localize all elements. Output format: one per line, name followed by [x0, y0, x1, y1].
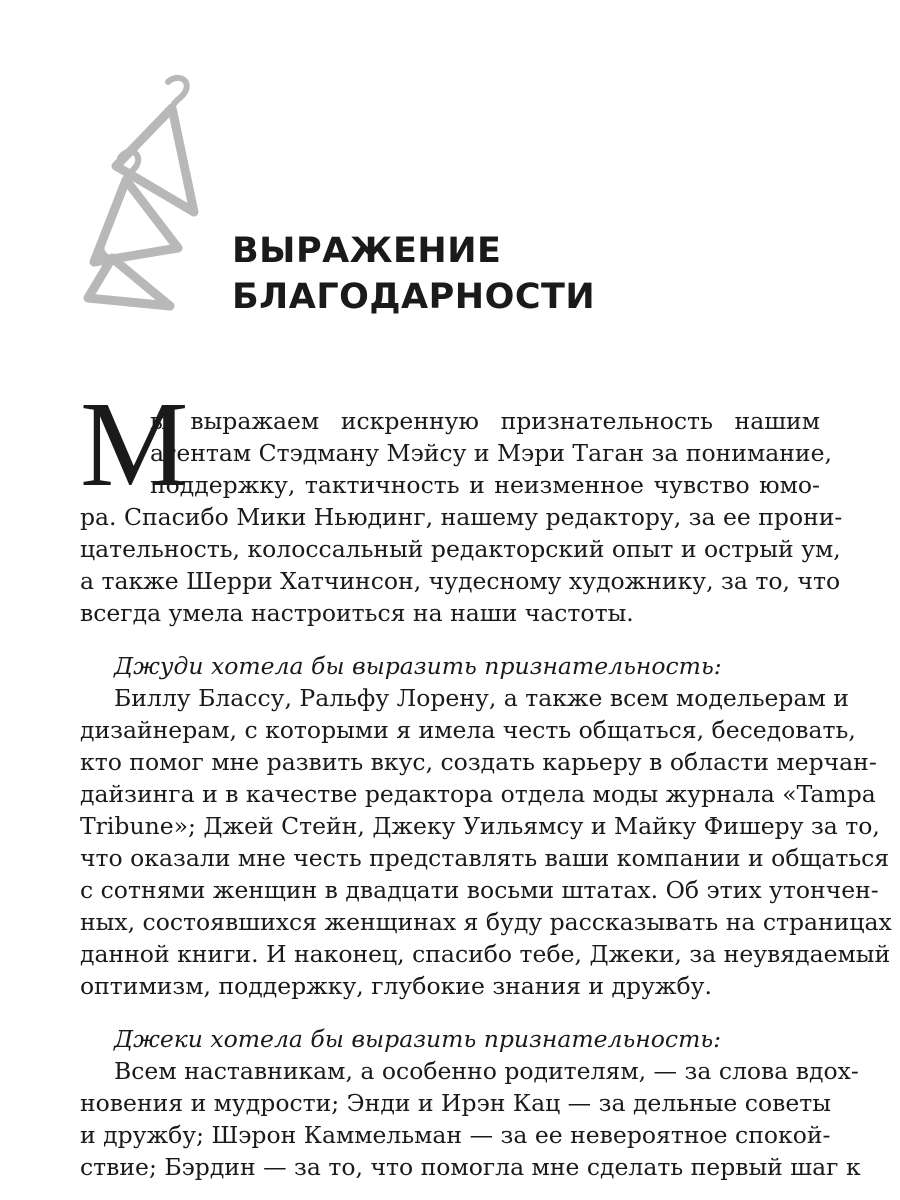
text-line: данной книги. И наконец, спасибо тебе, Джеки, за неувядаемый	[80, 940, 891, 968]
text-line: а также Шерри Хатчинсон, чудесному художнику, за то, что	[80, 567, 841, 595]
section-heading-jackie: Джеки хотела бы выразить признательность:	[114, 1025, 722, 1053]
text-line: ствие; Бэрдин — за то, что помогла мне сделать первый шаг к	[80, 1153, 861, 1181]
text-line: всегда умела настроиться на наши частоты.	[80, 599, 634, 627]
text-line: ных, состоявшихся женщинах я буду рассказывать на страницах	[80, 908, 892, 936]
text-line: Tribune»; Джей Стейн, Джеку Уильямсу и Майку Фишеру за то,	[80, 812, 880, 840]
text-line: цательность, колоссальный редакторский опыт и острый ум,	[80, 535, 841, 563]
text-line: и дружбу; Шэрон Каммельман — за ее невероятное спокой-	[80, 1121, 831, 1149]
hanger-middle	[94, 152, 178, 262]
section-heading-judy: Джуди хотела бы выразить признательность:	[114, 652, 722, 680]
text-line: оптимизм, поддержку, глубокие знания и дружбу.	[80, 972, 712, 1000]
clothes-hangers-icon	[80, 62, 210, 322]
text-line: что оказали мне честь представлять ваши компании и общаться	[80, 844, 890, 872]
text-line: дизайнерам, с которыми я имела честь общаться, беседовать,	[80, 716, 856, 744]
text-line: кто помог мне развить вкус, создать карьеру в области мерчан-	[80, 748, 877, 776]
title-line-2: БЛАГОДАРНОСТИ	[232, 277, 596, 317]
drop-cap: М	[80, 377, 189, 512]
text-line: Всем наставникам, а особенно родителям, — за слова вдох-	[114, 1057, 859, 1085]
title-line-1: ВЫРАЖЕНИЕ	[232, 231, 502, 271]
text-line: ра. Спасибо Мики Ньюдинг, нашему редактору, за ее прони-	[80, 503, 843, 531]
text-line: новения и мудрости; Энди и Ирэн Кац — за дельные советы	[80, 1089, 831, 1117]
hanger-top	[116, 78, 194, 212]
text-line: дайзинга и в качестве редактора отдела моды журнала «Tampa	[80, 780, 876, 808]
text-line: поддержку, тактичность и неизменное чувство юмо-	[150, 471, 820, 499]
text-line: ы выражаем искренную признательность нашим	[150, 407, 820, 435]
text-line: агентам Стэдману Мэйсу и Мэри Таган за понимание,	[150, 439, 832, 467]
page-title	[232, 228, 595, 320]
text-line: с сотнями женщин в двадцати восьми штатах. Об этих утончен-	[80, 876, 879, 904]
text-line: Биллу Блассу, Ральфу Лорену, а также всем модельерам и	[114, 684, 849, 712]
